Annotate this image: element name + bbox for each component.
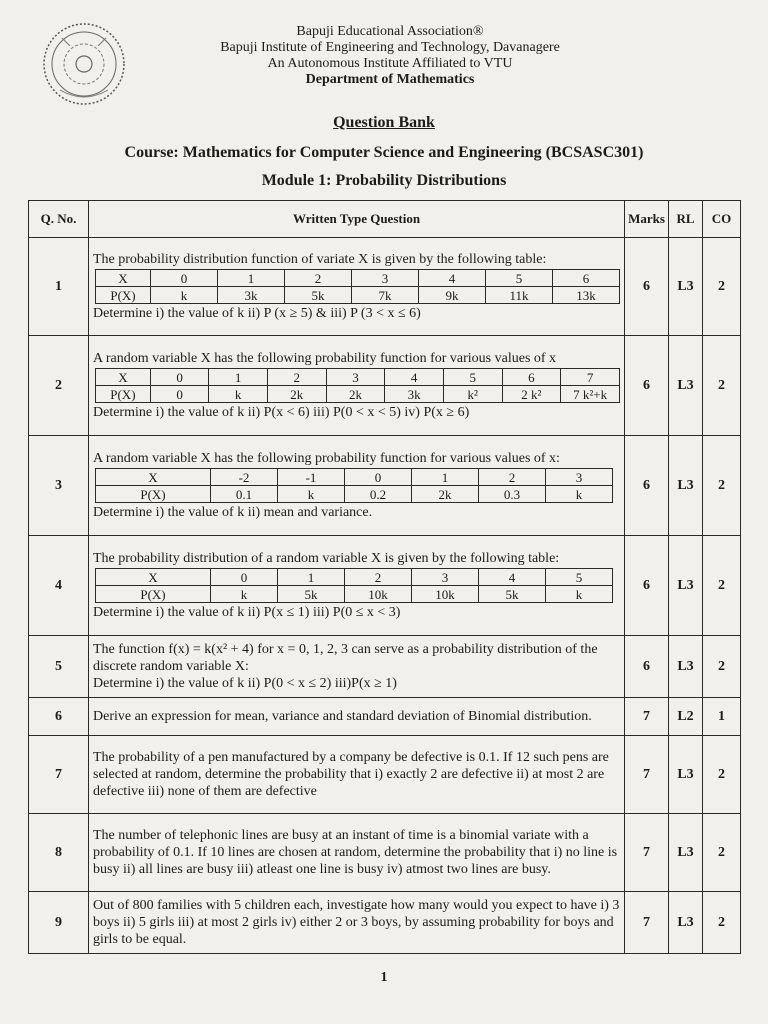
- question-subparts: Determine i) the value of k ii) P (x ≥ 5) & iii) P (3 < x ≤ 6): [93, 306, 421, 321]
- question-number: 4: [29, 536, 89, 636]
- rl-value: L3: [669, 736, 703, 814]
- co-value: 2: [703, 892, 741, 954]
- probability-value: 7k: [352, 287, 419, 304]
- question-row: [29, 436, 741, 536]
- marks-value: 6: [625, 536, 669, 636]
- variate-label: X: [96, 569, 211, 586]
- co-value: 2: [703, 436, 741, 536]
- variate-label: X: [96, 270, 151, 287]
- variate-value: 4: [419, 270, 486, 287]
- variate-value: 2: [345, 569, 412, 586]
- rl-value: L3: [669, 436, 703, 536]
- probability-value: k: [546, 486, 613, 503]
- affiliation-line: An Autonomous Institute Affiliated to VTU: [267, 56, 513, 71]
- probability-value: k: [209, 386, 268, 403]
- probability-table: [95, 368, 620, 403]
- marks-value: 6: [625, 636, 669, 698]
- column-header-question: Written Type Question: [89, 201, 625, 238]
- question-subparts: Determine i) the value of k ii) P(0 < x ≤ 2) iii)P(x ≥ 1): [93, 676, 397, 691]
- question-row: [29, 698, 741, 736]
- question-text: A random variable X has the following probability function for various values of x:: [93, 451, 560, 466]
- variate-value: 0: [151, 270, 218, 287]
- co-value: 2: [703, 636, 741, 698]
- question-number: 5: [29, 636, 89, 698]
- probability-value: k: [546, 586, 613, 603]
- probability-table: [95, 568, 613, 603]
- variate-value: 0: [211, 569, 278, 586]
- question-table-header: [29, 201, 741, 238]
- question-text: Derive an expression for mean, variance and standard deviation of Binomial distribution.: [93, 709, 592, 724]
- probability-row: [96, 287, 620, 304]
- co-value: 1: [703, 698, 741, 736]
- question-row: [29, 636, 741, 698]
- probability-value: 11k: [486, 287, 553, 304]
- question-number: 3: [29, 436, 89, 536]
- question-number: 9: [29, 892, 89, 954]
- variate-value: 1: [278, 569, 345, 586]
- probability-value: k: [278, 486, 345, 503]
- variate-value: 6: [553, 270, 620, 287]
- probability-value: k: [211, 586, 278, 603]
- probability-value: 13k: [553, 287, 620, 304]
- question-text-cell: [89, 892, 625, 954]
- rl-value: L3: [669, 238, 703, 336]
- question-text-cell: [89, 814, 625, 892]
- probability-value: 0: [150, 386, 209, 403]
- question-text: The function f(x) = k(x² + 4) for x = 0, 1, 2, 3 can serve as a probability distribution of the discrete random variable X:: [93, 642, 598, 674]
- question-text-cell: [89, 336, 625, 436]
- rl-value: L3: [669, 636, 703, 698]
- probability-row: [96, 386, 620, 403]
- question-text: Out of 800 families with 5 children each, investigate how many would you expect to have i) 3 boys ii) 5 girls iii) at most 2 girls iv) either 2 or 3 boys, by assuming probability for boys and girls to be equal.: [93, 898, 620, 947]
- variate-value: 3: [326, 369, 385, 386]
- question-row: [29, 814, 741, 892]
- probability-value: 0.1: [211, 486, 278, 503]
- association-name: Bapuji Educational Association®: [296, 24, 484, 39]
- question-text: A random variable X has the following probability function for various values of x: [93, 351, 557, 366]
- co-value: 2: [703, 814, 741, 892]
- probability-value: k²: [443, 386, 502, 403]
- probability-value: 10k: [412, 586, 479, 603]
- column-header-marks: Marks: [625, 201, 669, 238]
- document-title: Question Bank: [333, 114, 435, 131]
- probability-value: k: [151, 287, 218, 304]
- variate-row: [96, 369, 620, 386]
- module-title: Module 1: Probability Distributions: [261, 172, 507, 189]
- column-header-qno: Q. No.: [29, 201, 89, 238]
- question-subparts: Determine i) the value of k ii) mean and variance.: [93, 505, 373, 520]
- probability-value: 2k: [326, 386, 385, 403]
- co-value: 2: [703, 238, 741, 336]
- variate-value: 0: [150, 369, 209, 386]
- variate-value: -2: [211, 469, 278, 486]
- marks-value: 6: [625, 436, 669, 536]
- institute-name: Bapuji Institute of Engineering and Technology, Davanagere: [220, 40, 560, 55]
- question-text: The number of telephonic lines are busy at an instant of time is a binomial variate with a probability of 0.1. If 10 lines are chosen at random, determine the probability that i) no line is busy ii) all lines are busy iii) atleast one line is busy iv) atmost two lines are busy.: [93, 828, 618, 877]
- question-row: [29, 892, 741, 954]
- probability-row: [96, 486, 613, 503]
- probability-row: [96, 586, 613, 603]
- question-row: [29, 736, 741, 814]
- marks-value: 7: [625, 892, 669, 954]
- question-text-cell: [89, 536, 625, 636]
- variate-label: X: [96, 469, 211, 486]
- marks-value: 6: [625, 336, 669, 436]
- question-number: 1: [29, 238, 89, 336]
- institute-seal-logo: [40, 20, 128, 108]
- variate-value: 3: [546, 469, 613, 486]
- variate-value: 5: [546, 569, 613, 586]
- variate-row: [96, 569, 613, 586]
- probability-value: 5k: [285, 287, 352, 304]
- co-value: 2: [703, 336, 741, 436]
- institution-header: [130, 24, 650, 88]
- probability-value: 5k: [278, 586, 345, 603]
- question-number: 8: [29, 814, 89, 892]
- rl-value: L3: [669, 892, 703, 954]
- variate-value: 3: [412, 569, 479, 586]
- course-title: Course: Mathematics for Computer Science and Engineering (BCSASC301): [124, 144, 644, 161]
- rl-value: L3: [669, 536, 703, 636]
- marks-value: 6: [625, 238, 669, 336]
- marks-value: 7: [625, 698, 669, 736]
- column-header-rl: RL: [669, 201, 703, 238]
- variate-value: 2: [267, 369, 326, 386]
- question-text-cell: [89, 736, 625, 814]
- variate-value: -1: [278, 469, 345, 486]
- question-text: The probability of a pen manufactured by a company be defective is 0.1. If 12 such pens are selected at random, determine the probability that i) exactly 2 are defective ii) at most 2 are defective iii) none of them are defective: [93, 750, 609, 799]
- question-text-cell: [89, 238, 625, 336]
- probability-value: 3k: [218, 287, 285, 304]
- variate-value: 4: [479, 569, 546, 586]
- probability-value: 2 k²: [502, 386, 561, 403]
- variate-row: [96, 469, 613, 486]
- column-header-co: CO: [703, 201, 741, 238]
- question-text-cell: [89, 436, 625, 536]
- probability-value: 3k: [385, 386, 444, 403]
- question-subparts: Determine i) the value of k ii) P(x ≤ 1) iii) P(0 ≤ x < 3): [93, 605, 401, 620]
- question-number: 6: [29, 698, 89, 736]
- question-subparts: Determine i) the value of k ii) P(x < 6) iii) P(0 < x < 5) iv) P(x ≥ 6): [93, 405, 470, 420]
- department-name: Department of Mathematics: [305, 72, 475, 87]
- probability-value: 2k: [267, 386, 326, 403]
- co-value: 2: [703, 536, 741, 636]
- page-number: 1: [380, 970, 388, 985]
- variate-value: 4: [385, 369, 444, 386]
- variate-value: 2: [285, 270, 352, 287]
- question-number: 2: [29, 336, 89, 436]
- variate-value: 1: [209, 369, 268, 386]
- probability-table: [95, 468, 613, 503]
- question-number: 7: [29, 736, 89, 814]
- variate-value: 1: [412, 469, 479, 486]
- probability-value: 5k: [479, 586, 546, 603]
- probability-value: 9k: [419, 287, 486, 304]
- probability-label: P(X): [96, 586, 211, 603]
- rl-value: L2: [669, 698, 703, 736]
- probability-value: 0.2: [345, 486, 412, 503]
- variate-value: 5: [443, 369, 502, 386]
- marks-value: 7: [625, 736, 669, 814]
- variate-value: 6: [502, 369, 561, 386]
- variate-value: 2: [479, 469, 546, 486]
- probability-label: P(X): [96, 287, 151, 304]
- variate-value: 5: [486, 270, 553, 287]
- question-rows: [29, 238, 741, 954]
- question-row: [29, 238, 741, 336]
- probability-label: P(X): [96, 386, 151, 403]
- question-table: [28, 200, 741, 954]
- variate-row: [96, 270, 620, 287]
- probability-value: 7 k²+k: [561, 386, 620, 403]
- rl-value: L3: [669, 336, 703, 436]
- question-row: [29, 536, 741, 636]
- probability-value: 10k: [345, 586, 412, 603]
- variate-value: 0: [345, 469, 412, 486]
- rl-value: L3: [669, 814, 703, 892]
- variate-label: X: [96, 369, 151, 386]
- question-text-cell: [89, 636, 625, 698]
- variate-value: 7: [561, 369, 620, 386]
- probability-label: P(X): [96, 486, 211, 503]
- variate-value: 3: [352, 270, 419, 287]
- variate-value: 1: [218, 270, 285, 287]
- question-text-cell: [89, 698, 625, 736]
- question-text: The probability distribution of a random variable X is given by the following table:: [93, 551, 560, 566]
- question-text: The probability distribution function of variate X is given by the following table:: [93, 252, 547, 267]
- marks-value: 7: [625, 814, 669, 892]
- question-row: [29, 336, 741, 436]
- co-value: 2: [703, 736, 741, 814]
- probability-value: 2k: [412, 486, 479, 503]
- probability-value: 0.3: [479, 486, 546, 503]
- probability-table: [95, 269, 620, 304]
